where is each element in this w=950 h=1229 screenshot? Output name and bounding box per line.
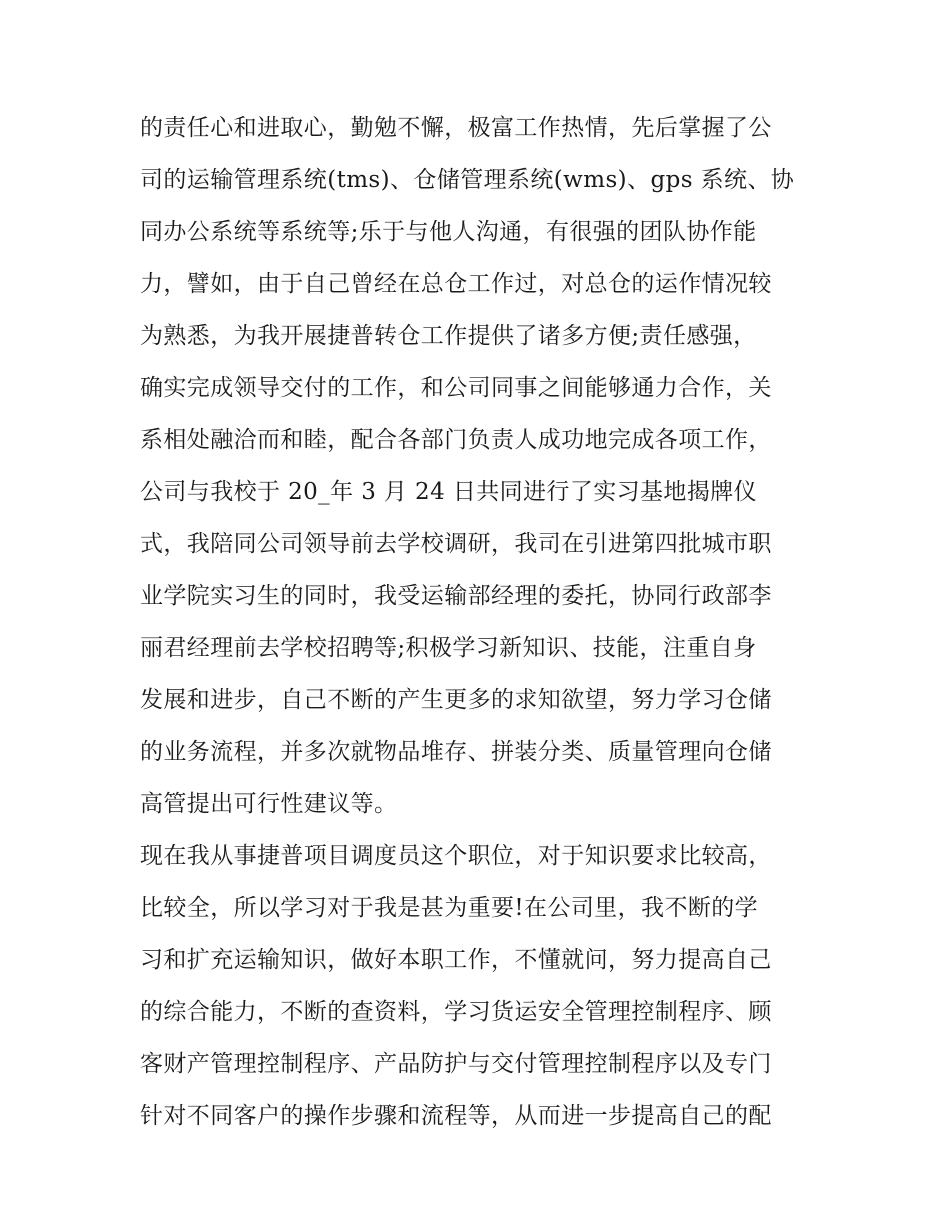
text-line: 力，譬如，由于自己曾经在总仓工作过，对总仓的运作情况较 (140, 271, 772, 297)
text-line: 同办公系统等系统等;乐于与他人沟通，有很强的团队协作能 (140, 219, 757, 245)
body-text (140, 102, 830, 1142)
text-line: 的责任心和进取心，勤勉不懈，极富工作热情，先后掌握了公 (140, 115, 772, 141)
text-line: 现在我从事捷普项目调度员这个职位，对于知识要求比较高， (140, 843, 772, 869)
text-line: 为熟悉，为我开展捷普转仓工作提供了诸多方便;责任感强， (140, 323, 757, 349)
text-line: 司的运输管理系统(tms)、仓储管理系统(wms)、gps 系统、协 (140, 167, 795, 193)
text-line: 高管提出可行性建议等。 (140, 791, 398, 817)
text-line: 丽君经理前去学校招聘等;积极学习新知识、技能，注重自身 (140, 635, 757, 661)
text-line: 习和扩充运输知识，做好本职工作，不懂就问，努力提高自己 (140, 947, 772, 973)
text-line: 系相处融洽而和睦，配合各部门负责人成功地完成各项工作， (140, 427, 772, 453)
text-line: 针对不同客户的操作步骤和流程等，从而进一步提高自己的配 (140, 1103, 772, 1129)
text-line: 公司与我校于 20_年 3 月 24 日共同进行了实习基地揭牌仪 (140, 479, 758, 505)
text-line: 业学院实习生的同时，我受运输部经理的委托，协同行政部李 (140, 583, 772, 609)
text-line: 比较全，所以学习对于我是甚为重要!在公司里，我不断的学 (140, 895, 759, 921)
text-line: 的综合能力，不断的查资料，学习货运安全管理控制程序、顾 (140, 999, 772, 1025)
text-line: 的业务流程，并多次就物品堆存、拼装分类、质量管理向仓储 (140, 739, 772, 765)
text-line: 客财产管理控制程序、产品防护与交付管理控制程序以及专门 (140, 1051, 772, 1077)
text-line: 发展和进步，自己不断的产生更多的求知欲望，努力学习仓储 (140, 687, 772, 713)
text-line: 确实完成领导交付的工作，和公司同事之间能够通力合作，关 (140, 375, 772, 401)
text-line: 式，我陪同公司领导前去学校调研，我司在引进第四批城市职 (140, 531, 772, 557)
